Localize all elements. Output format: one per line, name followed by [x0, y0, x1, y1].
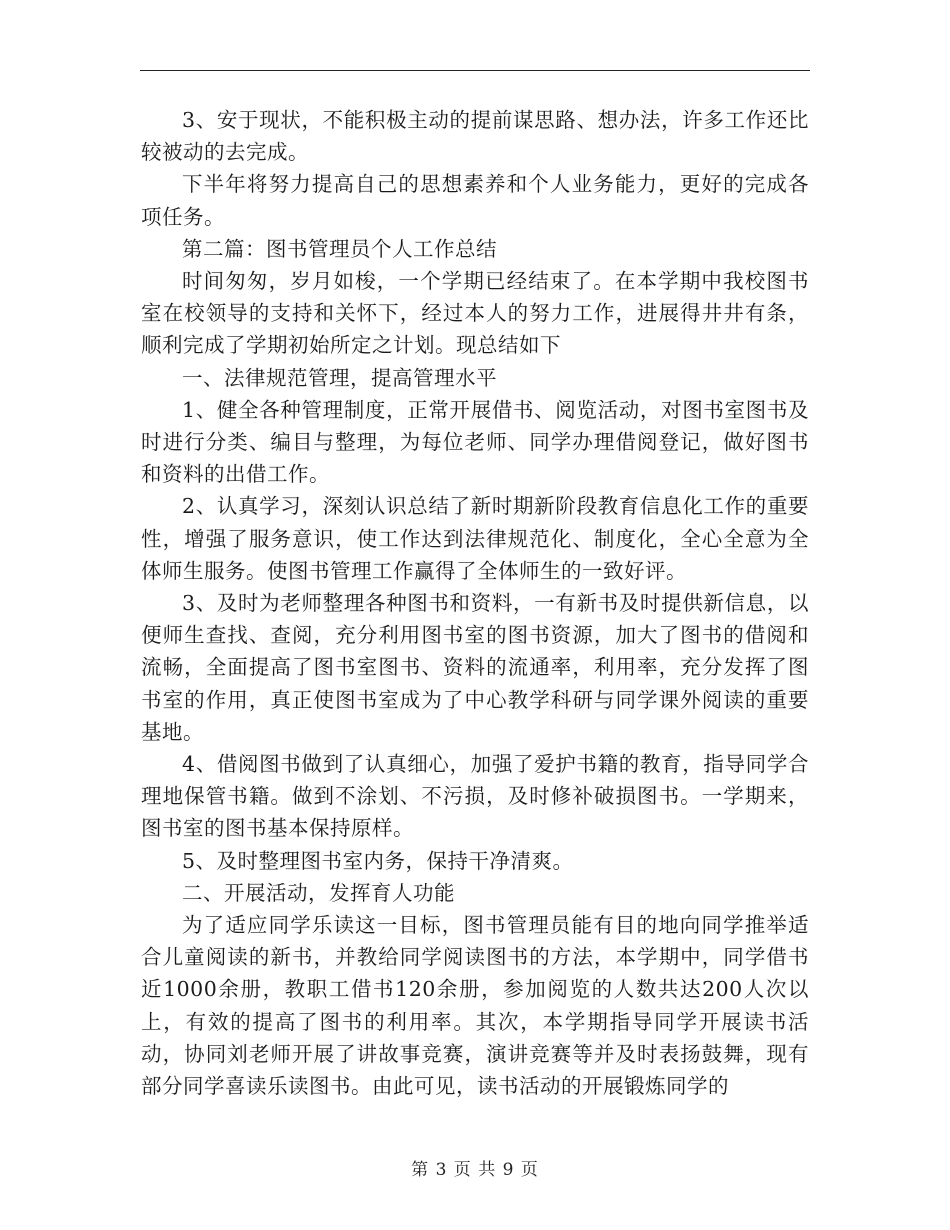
- paragraph: 下半年将努力提高自己的思想素养和个人业务能力，更好的完成各项任务。: [141, 172, 809, 229]
- paragraph: 5、及时整理图书室内务，保持干净清爽。: [182, 848, 574, 873]
- paragraph: 3、安于现状，不能积极主动的提前谋思路、想办法，许多工作还比较被动的去完成。: [141, 108, 809, 165]
- page-number: 第 3 页 共 9 页: [411, 1160, 539, 1180]
- paragraph: 4、借阅图书做到了认真细心，加强了爱护书籍的教育，指导同学合理地保管书籍。做到不涂划、不污损，及时修补破损图书。一学期来，图书室的图书基本保持原样。: [141, 752, 809, 841]
- header-rule: [140, 70, 810, 71]
- paragraph: 时间匆匆，岁月如梭，一个学期已经结束了。在本学期中我校图书室在校领导的支持和关怀下，经过本人的努力工作，进展得井井有条，顺利完成了学期初始所定之计划。现总结如下: [141, 269, 809, 358]
- section-heading: 一、法律规范管理，提高管理水平: [182, 365, 497, 390]
- paragraph: 为了适应同学乐读这一目标，图书管理员能有目的地向同学推举适合儿童阅读的新书，并教给同学阅读图书的方法，本学期中，同学借书近1000余册，教职工借书120余册，参加阅览的人数共达200人次以上，有效的提高了图书的利用率。其次，本学期指导同学开展读书活动，协同刘老师开展了讲故事竞赛，演讲竞赛等并及时表扬鼓舞，现有部分同学喜读乐读图书。由此可见，读书活动的开展锻炼同学的: [141, 913, 809, 1099]
- document-body: [141, 104, 809, 1102]
- paragraph: 1、健全各种管理制度，正常开展借书、阅览活动，对图书室图书及时进行分类、编目与整理，为每位老师、同学办理借阅登记，做好图书和资料的出借工作。: [141, 397, 809, 487]
- section-heading: 二、开展活动，发挥育人功能: [182, 880, 455, 905]
- paragraph: 3、及时为老师整理各种图书和资料，一有新书及时提供新信息，以便师生查找、查阅，充分利用图书室的图书资源，加大了图书的借阅和流畅，全面提高了图书室图书、资料的流通率，利用率，充分发挥了图书室的作用，真正使图书室成为了中心教学科研与同学课外阅读的重要基地。: [141, 591, 809, 744]
- paragraph: 2、认真学习，深刻认识总结了新时期新阶段教育信息化工作的重要性，增强了服务意识，使工作达到法律规范化、制度化，全心全意为全体师生服务。使图书管理工作赢得了全体师生的一致好评。: [141, 494, 809, 583]
- section-heading: 第二篇：图书管理员个人工作总结: [182, 236, 497, 261]
